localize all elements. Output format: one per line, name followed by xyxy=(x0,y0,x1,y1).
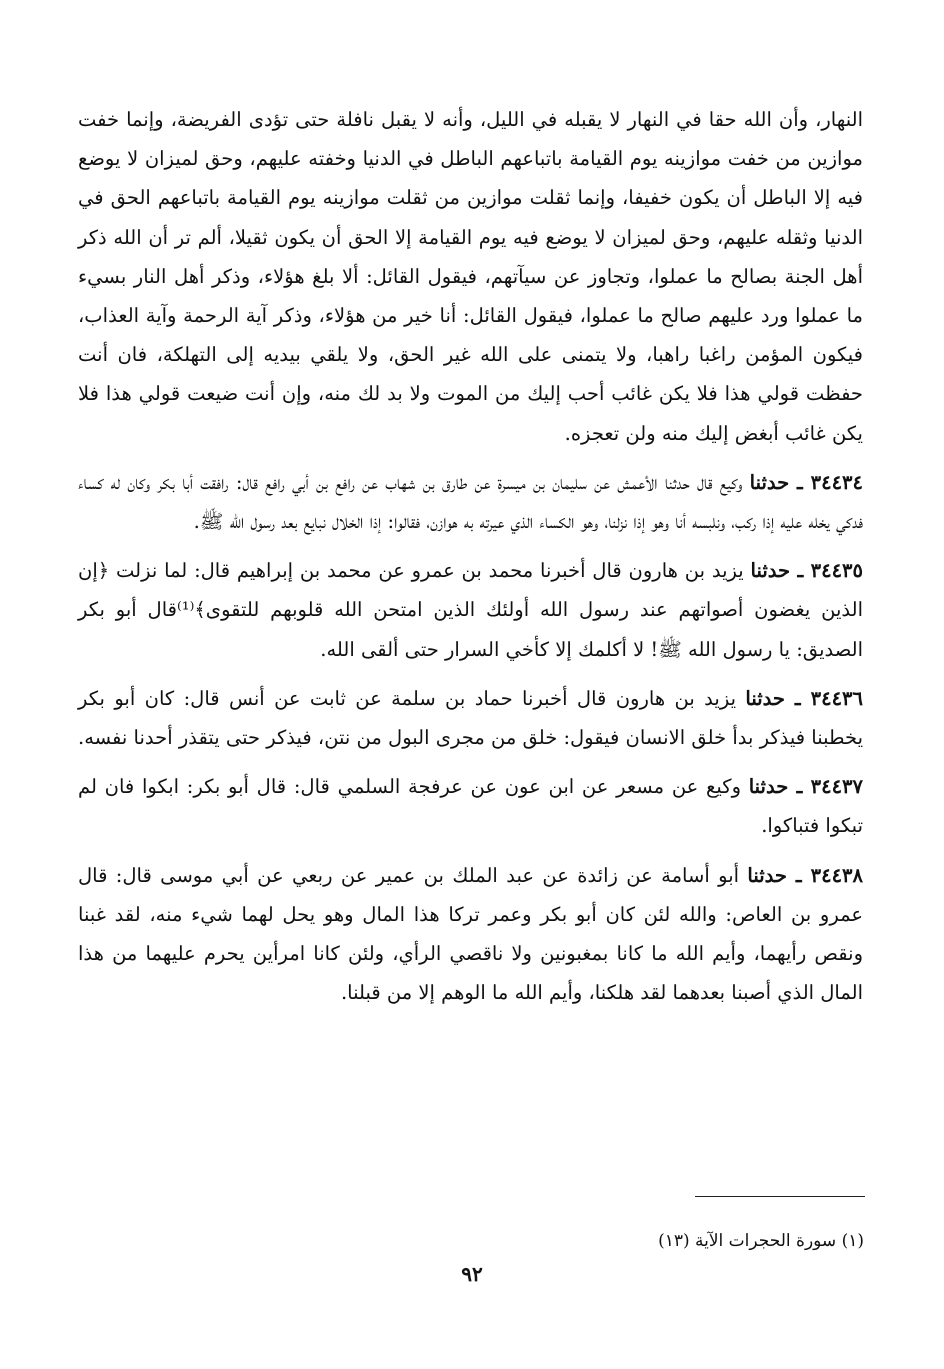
hadith-34437 xyxy=(78,767,863,845)
page-number: ٩٢ xyxy=(461,1262,483,1286)
footnote-divider xyxy=(695,1196,865,1197)
hadith-34434 xyxy=(78,463,863,541)
hadith-number: ٣٤٤٣٤ ـ حدثنا xyxy=(749,470,863,494)
hadith-number: ٣٤٤٣٦ ـ حدثنا xyxy=(745,686,863,710)
paragraph-text: يزيد بن هارون قال أخبرنا حماد بن سلمة عن ثابت عن أنس قال: كان أبو بكر يخطبنا فيذكر بدأ خلق الانسان فيقول: خلق من مجرى البول من نتن، فيذكر حتى يتقذر أحدنا نفسه. xyxy=(78,686,863,750)
hadith-34435 xyxy=(78,551,863,669)
paragraph-continuation xyxy=(78,100,863,453)
main-text xyxy=(78,100,863,1012)
hadith-number: ٣٤٤٣٧ ـ حدثنا xyxy=(748,775,863,799)
footnote: (١) سورة الحجرات الآية (١٣) xyxy=(658,1231,864,1251)
hadith-number: ٣٤٤٣٨ ـ حدثنا xyxy=(747,863,863,887)
paragraph-text: وكيع قال حدثنا الأعمش عن سليمان بن ميسرة عن طارق بن شهاب عن رافع بن أبي رافع قال: رافقت أبا بكر وكان له كساء فدكي يخله عليه إذا ركب، ونلبسه أنا وهو إذا نزلنا، وهو الكساء الذي عيرته به هوازن، فقالوا: إذا الخلال نبايع بعد رسول الله ﷺ. xyxy=(78,470,863,534)
hadith-number: ٣٤٤٣٥ ـ حدثنا xyxy=(750,559,863,583)
hadith-34438 xyxy=(78,856,863,1013)
paragraph-text: النهار، وأن الله حقا في النهار لا يقبله في الليل، وأنه لا يقبل نافلة حتى تؤدى الفريضة، وإنما خفت موازين من خفت موازينه يوم القيامة باتباعهم الباطل في الدنيا وخفته عليهم، وحق لميزان لا يوضع فيه إلا الباطل أن يكون خفيفا، وإنما ثقلت موازين من ثقلت موازينه يوم القيامة باتباعهم الحق في الدنيا وثقله عليهم، وحق لميزان لا يوضع فيه يوم القيامة إلا الحق أن يكون ثقيلا، ألم تر أن الله ذكر أهل الجنة بصالح ما عملوا، وتجاوز عن سيآتهم، فيقول القائل: ألا بلغ هؤلاء، وذكر أهل النار بسيء ما عملوا ورد عليهم صالح ما عملوا، فيقول القائل: أنا خير من هؤلاء، وذكر آية الرحمة وآية العذاب، فيكون المؤمن راغبا راهبا، ولا يتمنى على الله غير الحق، ولا يلقي بيديه إلى التهلكة، فان أنت حفظت قولي هذا فلا يكن غائب أحب إليك من الموت ولا بد لك منه، وإن أنت ضيعت قولي هذا فلا يكن غائب أبغض إليك منه ولن تعجزه. xyxy=(78,108,863,445)
hadith-34436 xyxy=(78,679,863,757)
paragraph-text: أبو أسامة عن زائدة عن عبد الملك بن عمير عن ربعي عن أبي موسى قال: قال عمرو بن العاص: والله لئن كان أبو بكر وعمر تركا هذا المال وهو يحل لهما شيء منه، لقد غبنا ونقص رأيهما، وأيم الله ما كانا بمغبونين ولا ناقصي الرأي، ولئن كانا امرأين يحرم عليهما من هذا المال الذي أصبنا بعدهما لقد هلكنا، وأيم الله ما الوهم إلا من قبلنا. xyxy=(78,863,863,1005)
paragraph-text: يزيد بن هارون قال أخبرنا محمد بن عمرو عن محمد بن إبراهيم قال: لما نزلت ﴿إن الذين يغضون أصواتهم عند رسول الله أولئك الذين امتحن الله قلوبهم للتقوى﴾⁽¹⁾قال أبو بكر الصديق: يا رسول الله ﷺ! لا أكلمك إلا كأخي السرار حتى ألقى الله. xyxy=(78,559,863,661)
paragraph-text: وكيع عن مسعر عن ابن عون عن عرفجة السلمي قال: قال أبو بكر: ابكوا فان لم تبكوا فتباكوا. xyxy=(78,775,863,838)
